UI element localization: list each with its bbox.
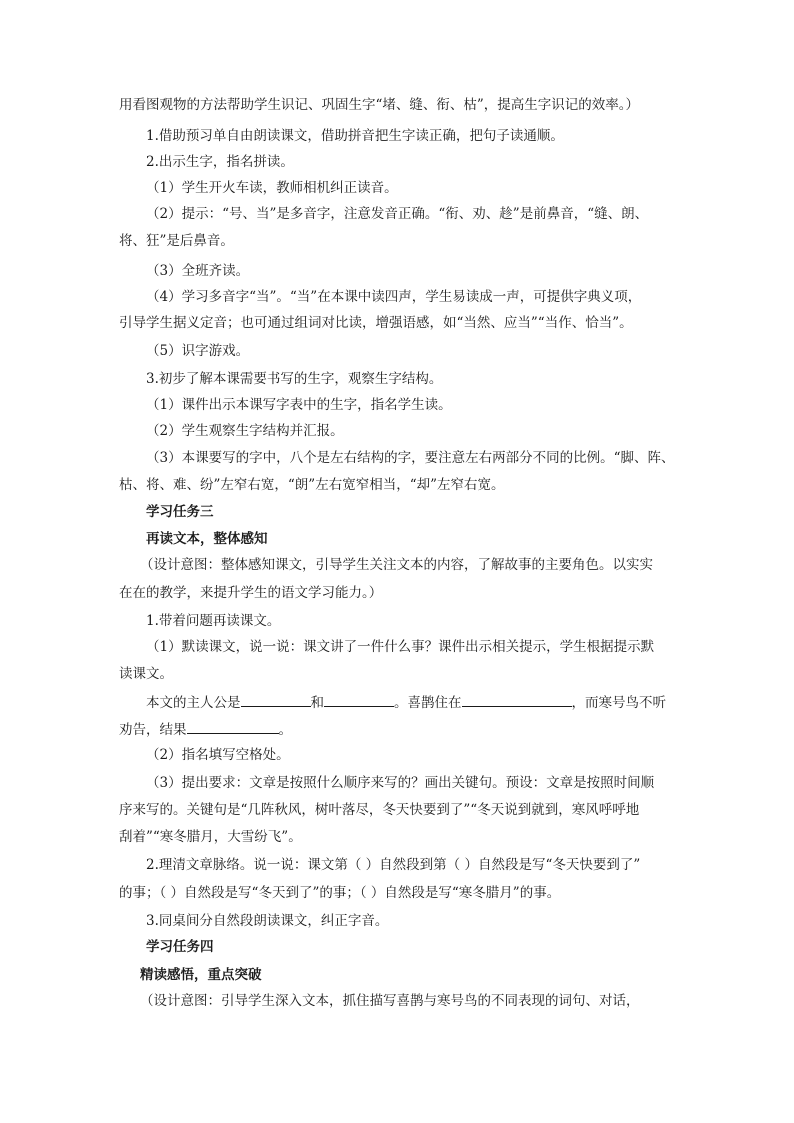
fill-blank[interactable]	[324, 692, 394, 707]
fill-text: 劝告，结果	[119, 722, 187, 738]
paragraph-line: （2）学生观察生字结构并汇报。	[146, 423, 344, 439]
paragraph-line: 枯、将、难、纷”左窄右宽，“朗”左右宽窄相当，“却”左窄右宽。	[119, 477, 505, 493]
paragraph-line: 2.理清文章脉络。说一说：课文第（ ）自然段到第（ ）自然段是写“冬天快要到了”	[146, 857, 641, 873]
paragraph-line: 序来写的。关键句是“几阵秋风，树叶落尽，冬天快要到了”“冬天说到就到，寒风呼呼地	[119, 802, 640, 818]
section-subheading: 再读文本，整体感知	[146, 531, 268, 547]
fill-in-line	[146, 692, 706, 712]
paragraph-line: 3.同桌间分自然段朗读课文，纠正字音。	[146, 913, 389, 929]
section-subheading: 精读感悟，重点突破	[140, 967, 262, 983]
paragraph-line: （3）本课要写的字中，八个是左右结构的字，要注意左右两部分不同的比例。“脚、阵、	[146, 450, 675, 466]
paragraph-line: （2）提示：“号、当”是多音字，注意发音正确。“衔、劝、趁”是前鼻音，“缝、朗、	[146, 206, 649, 222]
paragraph-line: （2）指名填写空格处。	[146, 747, 290, 763]
paragraph-line: 3.初步了解本课需要书写的生字，观察生字结构。	[146, 371, 443, 387]
paragraph-line: 在在的教学，来提升学生的语文学习能力。）	[119, 585, 383, 601]
fill-in-line	[119, 719, 679, 739]
fill-text: 和	[310, 695, 324, 711]
paragraph-line: 引导学生据义定音；也可通过组词对比读，增强语感，如“当然、应当”“当作、恰当”。	[119, 315, 633, 331]
fill-blank[interactable]	[462, 692, 572, 707]
paragraph-line: 2.出示生字，指名拼读。	[146, 154, 294, 170]
paragraph-line: 用看图观物的方法帮助学生识记、巩固生字“堵、缝、衔、枯”，提高生字识记的效率。）	[119, 97, 640, 113]
paragraph-line: （设计意图：整体感知课文，引导学生关注文本的内容，了解故事的主要角色。以实实	[140, 557, 653, 573]
fill-text: 。	[278, 722, 292, 738]
paragraph-line: 读课文。	[119, 666, 173, 682]
paragraph-line: 1.带着问题再读课文。	[146, 613, 281, 629]
paragraph-line: 将、狂”是后鼻音。	[119, 233, 234, 249]
paragraph-line: （3）全班齐读。	[146, 263, 250, 279]
paragraph-line: （设计意图：引导学生深入文本，抓住描写喜鹊与寒号鸟的不同表现的词句、对话，	[140, 993, 640, 1009]
paragraph-line: 1.借助预习单自由朗读课文，借助拼音把生字读正确，把句子读通顺。	[146, 128, 564, 144]
paragraph-line: 刮着”“寒冬腊月，大雪纷飞”。	[119, 829, 302, 845]
section-heading: 学习任务三	[146, 504, 214, 520]
paragraph-line: （5）识字游戏。	[146, 343, 250, 359]
fill-text: 本文的主人公是	[146, 695, 241, 711]
paragraph-line: （1）学生开火车读，教师相机纠正读音。	[146, 180, 398, 196]
section-heading: 学习任务四	[146, 939, 214, 955]
fill-blank[interactable]	[187, 719, 279, 734]
paragraph-line: （1）默读课文，说一说：课文讲了一件什么事？课件出示相关提示，学生根据提示默	[146, 639, 655, 655]
fill-blank[interactable]	[241, 692, 311, 707]
paragraph-line: （4）学习多音字“当”。“当”在本课中读四声，学生易读成一声，可提供字典义项，	[146, 289, 642, 305]
paragraph-line: 的事；（ ）自然段是写“冬天到了”的事；（ ）自然段是写“寒冬腊月”的事。	[119, 885, 561, 901]
paragraph-line: （3）提出要求：文章是按照什么顺序来写的？画出关键句。预设：文章是按照时间顺	[146, 775, 655, 791]
fill-text: 。喜鹊住在	[394, 695, 462, 711]
fill-text: ，而寒号鸟不听	[571, 695, 666, 711]
paragraph-line: （1）课件出示本课写字表中的生字，指名学生读。	[146, 397, 452, 413]
